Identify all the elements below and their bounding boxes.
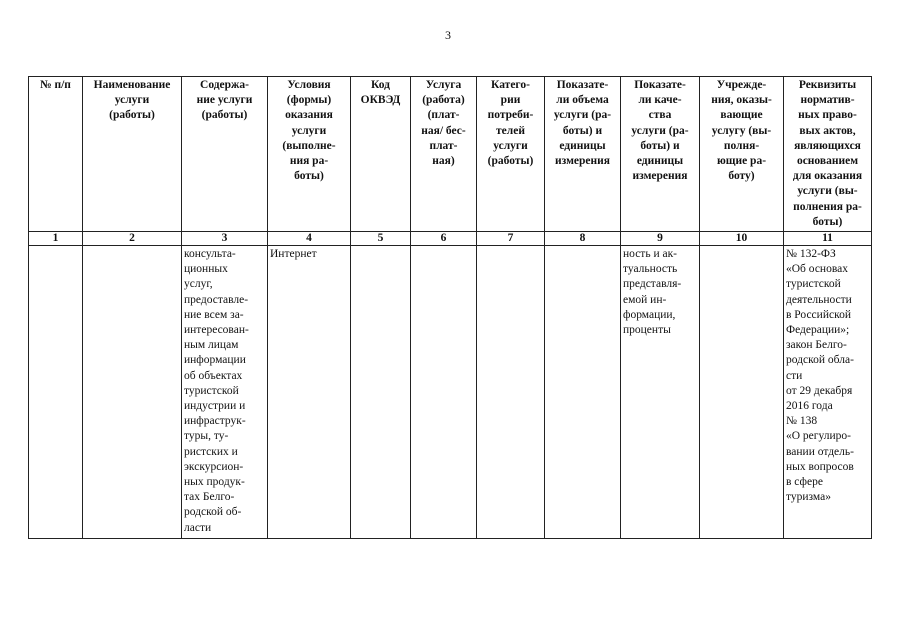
cell-text-line: индустрии и (184, 400, 246, 413)
header-cell-institutions (700, 77, 784, 232)
cell-text-line: деятельности (786, 293, 852, 306)
cell-text-line: в Российской (786, 308, 851, 321)
cell-text-line: основанием (796, 155, 859, 168)
cell-text-line: плат- (429, 139, 458, 152)
cell-text-line: предоставле- (184, 293, 249, 306)
cell-text-line: Наименование (93, 79, 171, 91)
cell-institutions (700, 246, 784, 539)
cell-text-line: туальность (623, 263, 678, 276)
column-number: 10 (700, 232, 784, 246)
cell-text-line: услуги (291, 124, 327, 137)
cell-text-line: услугу (вы- (711, 124, 772, 137)
cell-text-line: проценты (623, 324, 671, 337)
cell-text-line: от 29 декабря (786, 384, 853, 397)
cell-text-line: Показате- (556, 79, 609, 91)
cell-text-line: туристской (184, 384, 239, 397)
column-number: 2 (83, 232, 182, 246)
header-cell-legal-acts (784, 77, 872, 232)
column-number: 4 (268, 232, 351, 246)
column-number-row (29, 232, 872, 246)
cell-text-line: услуги (ра- (631, 124, 689, 137)
cell-text-line: представля- (623, 278, 682, 291)
cell-text-line: интересован- (184, 324, 249, 337)
cell-text-line: ных право- (798, 109, 857, 122)
cell-text-line: вании отдель- (786, 445, 854, 458)
cell-text-line: оказания (285, 109, 333, 122)
cell-text-line: Федерации»; (786, 324, 850, 337)
cell-text-line: об объектах (184, 369, 243, 382)
cell-text-line: Учрежде- (716, 79, 767, 91)
cell-text-line: ющие ра- (716, 155, 767, 168)
cell-text-line: родской об- (184, 506, 242, 519)
table-row (29, 246, 872, 539)
cell-text-line: единицы (636, 155, 684, 168)
cell-text-line: измерения (555, 155, 610, 168)
column-number: 8 (545, 232, 621, 246)
cell-text-line: ная) (432, 155, 455, 168)
cell-text-line: боту) (728, 170, 755, 183)
cell-text-line: информации (184, 354, 246, 367)
cell-text-line: ных продук- (184, 476, 245, 489)
cell-text-line: являющихся (794, 139, 861, 152)
cell-text-line: сти (786, 369, 803, 382)
cell-text-line: консульта- (184, 248, 236, 261)
column-number: 6 (411, 232, 477, 246)
cell-text-line: (формы) (286, 94, 332, 107)
cell-text-line: родской обла- (786, 354, 854, 367)
cell-volume-indicators (545, 246, 621, 539)
cell-text-line: тах Белго- (184, 491, 235, 504)
cell-text-line: ли объема (556, 94, 609, 107)
cell-text-line: «О регулиро- (786, 430, 851, 443)
header-cell-quality-indicators (621, 77, 700, 232)
cell-service-name (83, 246, 182, 539)
column-number: 3 (182, 232, 268, 246)
cell-text-line: боты) и (640, 139, 680, 152)
column-number: 1 (29, 232, 83, 246)
cell-text-line: рии (500, 94, 521, 107)
header-row (29, 77, 872, 232)
cell-text-line: боты) (812, 215, 843, 228)
cell-text-line: полнения ра- (793, 200, 862, 213)
cell-text-line: Услуга (425, 79, 462, 91)
cell-text-line: туризма» (786, 491, 831, 504)
cell-text-line: ных вопросов (786, 460, 854, 473)
cell-text-line: Содержа- (200, 79, 249, 91)
cell-quality-indicators (621, 246, 700, 539)
cell-text-line: боты) (294, 170, 324, 183)
cell-text-line: Код (370, 79, 390, 91)
cell-text-line: (работы) (487, 155, 534, 168)
cell-text-line: ность и ак- (623, 248, 677, 261)
cell-text-line: (плат- (427, 109, 460, 122)
header-cell-volume-indicators (545, 77, 621, 232)
cell-text-line: вых актов, (799, 124, 856, 137)
cell-text-line: (выполне- (282, 139, 336, 152)
cell-paid-free (411, 246, 477, 539)
cell-text-line: «Об основах (786, 263, 848, 276)
cell-text-line: Показате- (634, 79, 686, 91)
cell-text-line: норматив- (800, 94, 855, 107)
cell-consumer-categories (477, 246, 545, 539)
cell-text-line: услуги (493, 139, 528, 152)
cell-text-line: вающие (720, 109, 763, 122)
cell-text-line: инфраструк- (184, 415, 246, 428)
cell-text-line: ционных (184, 263, 228, 276)
header-cell-paid-free (411, 77, 477, 232)
cell-text-line: ния ра- (289, 155, 329, 168)
cell-text-line: емой ин- (623, 293, 667, 306)
cell-text-line: ная/ бес- (421, 124, 466, 137)
cell-conditions (268, 246, 351, 539)
cell-text-line: Интернет (270, 248, 317, 261)
cell-text-line: потреби- (487, 109, 534, 122)
cell-text-line: туристской (786, 278, 841, 291)
cell-text-line: формации, (623, 308, 676, 321)
cell-text-line: № 132-ФЗ (786, 248, 836, 261)
header-cell-number (29, 77, 83, 232)
cell-text-line: № 138 (786, 415, 818, 428)
cell-text-line: Реквизиты (798, 79, 857, 91)
cell-legal-acts (784, 246, 872, 539)
services-table (28, 76, 872, 539)
header-cell-consumer-categories (477, 77, 545, 232)
cell-text-line: услуги (114, 94, 150, 107)
cell-text-line: ристских и (184, 445, 238, 458)
cell-text-line: измерения (632, 170, 688, 183)
cell-number (29, 246, 83, 539)
cell-text-line: полня- (723, 139, 760, 152)
cell-text-line: ние услуги (196, 94, 253, 107)
page-number: 3 (445, 28, 451, 42)
column-number: 7 (477, 232, 545, 246)
cell-text-line: единицы (559, 139, 606, 152)
cell-text-line: экскурсион- (184, 460, 244, 473)
column-number: 11 (784, 232, 872, 246)
cell-text-line: закон Белго- (786, 339, 847, 352)
cell-text-line: в сфере (786, 476, 823, 489)
cell-text-line: ли каче- (638, 94, 682, 107)
cell-text-line: туры, ту- (184, 430, 229, 443)
header-cell-service-name (83, 77, 182, 232)
cell-text-line: услуги (ра- (553, 109, 612, 122)
cell-text-line: ОКВЭД (360, 94, 401, 107)
cell-text-line: для оказания (792, 170, 863, 183)
cell-text-line: телей (496, 124, 525, 137)
cell-text-line: услуг, (184, 278, 213, 291)
cell-text-line: (работы) (201, 109, 248, 122)
cell-text-line: ласти (184, 521, 212, 534)
cell-text-line: (работа) (422, 94, 465, 107)
cell-okved (351, 246, 411, 539)
cell-text-line: (работы) (109, 109, 155, 122)
cell-text-line: Условия (287, 79, 331, 91)
cell-text-line: Катего- (491, 79, 530, 91)
column-number: 9 (621, 232, 700, 246)
cell-service-content (182, 246, 268, 539)
header-cell-conditions (268, 77, 351, 232)
cell-text-line: 2016 года (786, 400, 833, 413)
header-cell-service-content (182, 77, 268, 232)
cell-text-line: услуги (вы- (797, 185, 858, 198)
cell-text-line: боты) и (562, 124, 603, 137)
header-cell-okved (351, 77, 411, 232)
cell-text-line: ным лицам (184, 339, 239, 352)
cell-text-line: ства (648, 109, 672, 122)
cell-text-line: ния, оказы- (711, 94, 772, 107)
cell-text-line: № п/п (40, 79, 71, 91)
cell-text-line: ние всем за- (184, 308, 244, 321)
column-number: 5 (351, 232, 411, 246)
